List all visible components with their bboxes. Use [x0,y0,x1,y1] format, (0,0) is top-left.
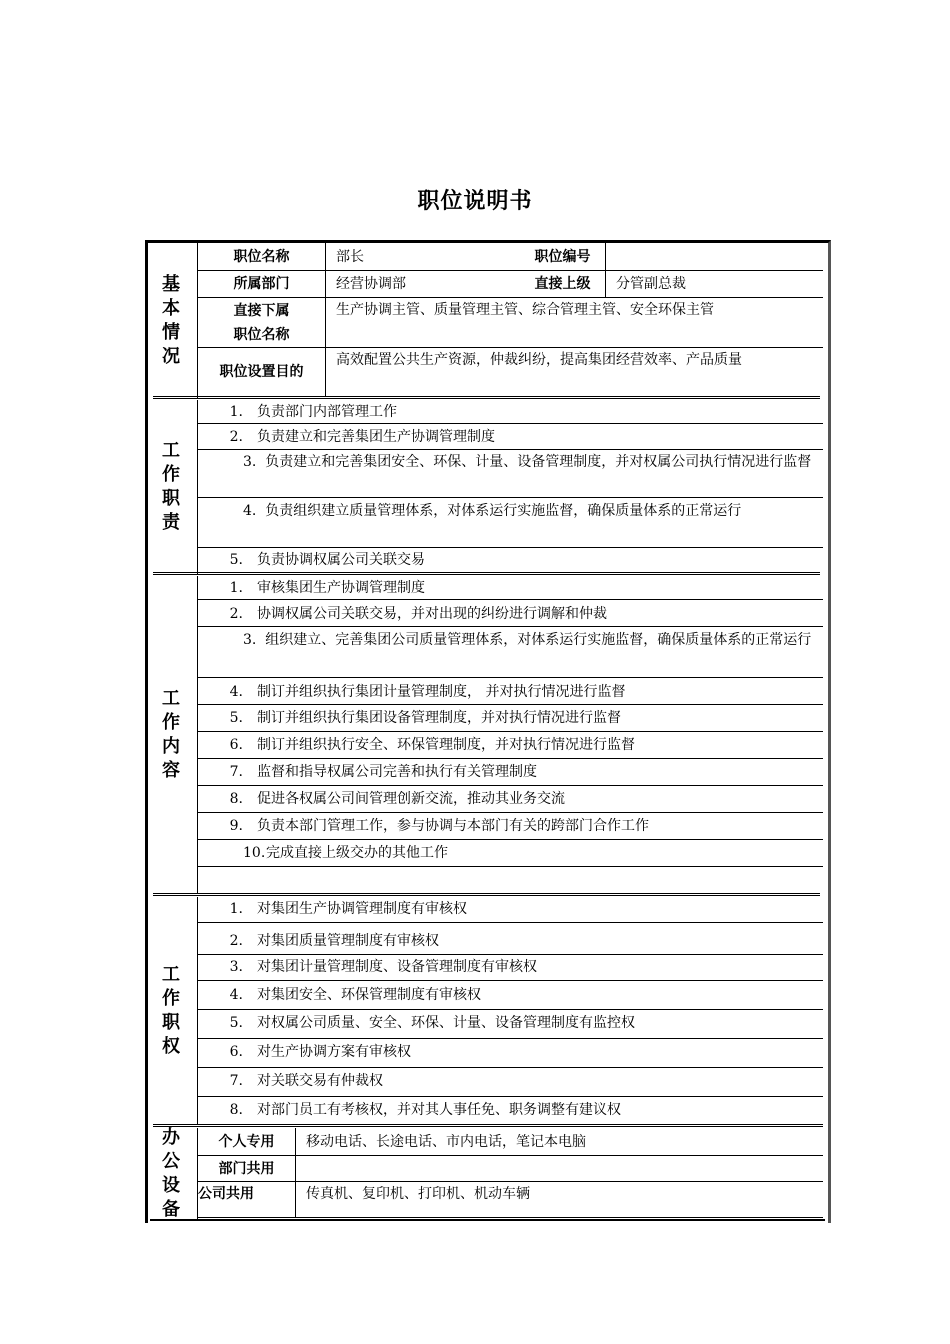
department-shared-label: 部门共用 [198,1156,296,1182]
content-item: 3. 组织建立、完善集团公司质量管理体系，对体系运行实施监督，确保质量体系的正常运行 [198,627,823,678]
table-bottom-border [150,1219,825,1221]
department-value: 经营协调部 [326,271,520,298]
content-item: 5. 制订并组织执行集团设备管理制度，并对执行情况进行监督 [198,705,823,732]
duty-item: 4. 负责组织建立质量管理体系，对体系运行实施监督，确保质量体系的正常运行 [198,498,823,548]
content-item: 8. 促进各权属公司间管理创新交流，推动其业务交流 [198,786,823,813]
duty-item: 1. 负责部门内部管理工作 [198,400,823,424]
personal-use-label: 个人专用 [198,1128,296,1156]
superior-label: 直接上级 [520,271,606,298]
content-section-label: 工 作 内 容 [145,576,198,894]
content-item: 2. 协调权属公司关联交易，并对出现的纠纷进行调解和仲裁 [198,600,823,627]
position-name-value: 部长 [326,243,520,271]
page-title: 职位说明书 [417,189,533,214]
authority-item: 5. 对权属公司质量、安全、环保、计量、设备管理制度有监控权 [198,1010,823,1039]
content-item: 9. 负责本部门管理工作，参与协调与本部门有关的跨部门合作工作 [198,813,823,840]
authority-section-label: 工 作 职 权 [145,897,198,1125]
authority-item: 2. 对集团质量管理制度有审核权 [198,923,823,955]
purpose-label: 职位设置目的 [198,348,326,396]
authority-item: 1. 对集团生产协调管理制度有审核权 [198,897,823,923]
duty-item: 2. 负责建立和完善集团生产协调管理制度 [198,424,823,450]
duty-item: 5. 负责协调权属公司关联交易 [229,552,425,568]
content-item: 1. 审核集团生产协调管理制度 [198,576,823,600]
company-shared-value: 传真机、复印机、打印机、机动车辆 [296,1182,823,1218]
subordinates-value: 生产协调主管、质量管理主管、综合管理主管、安全环保主管 [326,298,823,348]
authority-item: 6. 对生产协调方案有审核权 [198,1039,823,1068]
company-shared-label: 公司共用 [198,1182,296,1218]
duties-section-label: 工 作 职 责 [145,400,198,574]
position-code-value [606,243,823,271]
authority-item: 7. 对关联交易有仲裁权 [198,1068,823,1097]
department-shared-value [296,1156,823,1182]
personal-use-value: 移动电话、长途电话、市内电话，笔记本电脑 [296,1128,823,1156]
basic-section-label: 基 本 情 况 [145,243,198,398]
content-item: 7. 监督和指导权属公司完善和执行有关管理制度 [198,759,823,786]
duty-item: 3. 负责建立和完善集团安全、环保、计量、设备管理制度，并对权属公司执行情况进行监督 [198,450,823,498]
subordinates-label: 直接下属 职位名称 [198,298,326,348]
purpose-value: 高效配置公共生产资源，仲裁纠纷，提高集团经营效率、产品质量 [336,352,742,368]
authority-item: 4. 对集团安全、环保管理制度有审核权 [198,981,823,1010]
section-divider [153,572,820,575]
content-empty-row [198,867,823,893]
content-item: 10.完成直接上级交办的其他工作 [198,840,823,867]
authority-item: 8. 对部门员工有考核权，并对其人事任免、职务调整有建议权 [229,1102,621,1118]
equipment-section-label: 办 公 设 备 [145,1128,198,1220]
authority-item: 3. 对集团计量管理制度、设备管理制度有审核权 [198,955,823,981]
position-name-label: 职位名称 [198,243,326,271]
content-item: 4. 制订并组织执行集团计量管理制度， 并对执行情况进行监督 [198,678,823,705]
superior-value: 分管副总裁 [606,271,823,298]
department-label: 所属部门 [198,271,326,298]
position-code-label: 职位编号 [520,243,606,271]
section-divider [153,1124,823,1127]
section-divider [153,396,820,399]
content-item: 6. 制订并组织执行安全、环保管理制度，并对执行情况进行监督 [198,732,823,759]
section-divider [153,893,820,896]
